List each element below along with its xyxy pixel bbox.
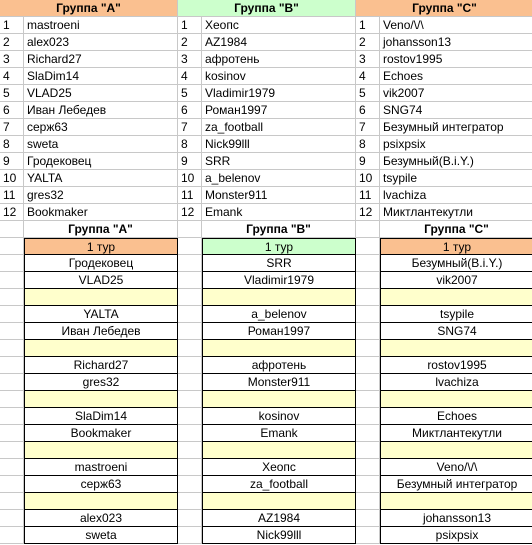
blank-cell[interactable] (356, 289, 380, 306)
tour-label-a[interactable]: 1 тур (24, 238, 178, 255)
match-player-a[interactable]: mastroeni (24, 459, 178, 476)
top-player-name-a[interactable]: Иван Лебедев (24, 102, 178, 119)
top-row-number[interactable]: 2 (356, 34, 380, 51)
blank-cell[interactable] (178, 476, 202, 493)
empty-separator-row[interactable] (202, 442, 356, 459)
top-row-number[interactable]: 8 (178, 136, 202, 153)
top-player-name-b[interactable]: афротень (202, 51, 356, 68)
top-row-number[interactable]: 9 (0, 153, 24, 170)
blank-cell[interactable] (356, 272, 380, 289)
top-row-number[interactable]: 10 (0, 170, 24, 187)
top-row-number[interactable]: 5 (356, 85, 380, 102)
blank-cell[interactable] (0, 408, 24, 425)
match-player-b[interactable]: kosinov (202, 408, 356, 425)
top-row-number[interactable]: 1 (178, 17, 202, 34)
blank-cell[interactable] (356, 510, 380, 527)
match-player-c[interactable]: rostov1995 (380, 357, 532, 374)
top-row-number[interactable]: 2 (0, 34, 24, 51)
top-row-number[interactable]: 7 (0, 119, 24, 136)
top-row-number[interactable]: 4 (178, 68, 202, 85)
top-row-number[interactable]: 4 (356, 68, 380, 85)
blank-cell[interactable] (356, 459, 380, 476)
match-player-c[interactable]: Echoes (380, 408, 532, 425)
blank-cell[interactable] (356, 255, 380, 272)
top-player-name-c[interactable]: Veno/\/\ (380, 17, 532, 34)
blank-cell[interactable] (178, 510, 202, 527)
top-player-name-a[interactable]: YALTA (24, 170, 178, 187)
blank-cell[interactable] (178, 323, 202, 340)
top-player-name-b[interactable]: Monster911 (202, 187, 356, 204)
blank-cell[interactable] (356, 408, 380, 425)
top-player-name-b[interactable]: kosinov (202, 68, 356, 85)
top-player-name-c[interactable]: vik2007 (380, 85, 532, 102)
top-row-number[interactable]: 11 (356, 187, 380, 204)
empty-separator-row[interactable] (380, 442, 532, 459)
blank-cell[interactable] (356, 340, 380, 357)
empty-separator-row[interactable] (380, 340, 532, 357)
top-player-name-b[interactable]: Роман1997 (202, 102, 356, 119)
top-group-header-b[interactable]: Группа "В" (178, 0, 356, 17)
blank-cell[interactable] (178, 374, 202, 391)
blank-cell[interactable] (178, 340, 202, 357)
top-player-name-a[interactable]: Richard27 (24, 51, 178, 68)
match-player-b[interactable]: Monster911 (202, 374, 356, 391)
match-player-a[interactable]: VLAD25 (24, 272, 178, 289)
match-player-a[interactable]: Иван Лебедев (24, 323, 178, 340)
top-row-number[interactable]: 3 (356, 51, 380, 68)
blank-cell[interactable] (356, 306, 380, 323)
top-player-name-c[interactable]: Echoes (380, 68, 532, 85)
top-row-number[interactable]: 12 (0, 204, 24, 221)
empty-separator-row[interactable] (380, 493, 532, 510)
blank-cell[interactable] (356, 442, 380, 459)
top-player-name-c[interactable]: rostov1995 (380, 51, 532, 68)
match-player-c[interactable]: Безумный(B.i.Y.) (380, 255, 532, 272)
blank-cell[interactable] (356, 391, 380, 408)
blank-cell[interactable] (0, 238, 24, 255)
top-row-number[interactable]: 11 (0, 187, 24, 204)
top-row-number[interactable]: 4 (0, 68, 24, 85)
blank-cell[interactable] (178, 272, 202, 289)
top-player-name-c[interactable]: tsypile (380, 170, 532, 187)
match-player-c[interactable]: vik2007 (380, 272, 532, 289)
match-player-b[interactable]: Nick99lll (202, 527, 356, 544)
blank-cell[interactable] (178, 306, 202, 323)
blank-cell[interactable] (0, 340, 24, 357)
match-player-a[interactable]: YALTA (24, 306, 178, 323)
top-row-number[interactable]: 5 (0, 85, 24, 102)
bottom-group-header-b[interactable]: Группа "В" (202, 221, 356, 238)
top-player-name-b[interactable]: Emank (202, 204, 356, 221)
match-player-b[interactable]: a_belenov (202, 306, 356, 323)
blank-cell[interactable] (0, 272, 24, 289)
blank-cell[interactable] (178, 459, 202, 476)
blank-cell[interactable] (0, 476, 24, 493)
blank-cell[interactable] (0, 527, 24, 544)
top-row-number[interactable]: 9 (178, 153, 202, 170)
top-row-number[interactable]: 12 (356, 204, 380, 221)
match-player-b[interactable]: Роман1997 (202, 323, 356, 340)
blank-cell[interactable] (178, 408, 202, 425)
top-row-number[interactable]: 6 (0, 102, 24, 119)
top-row-number[interactable]: 1 (356, 17, 380, 34)
blank-cell[interactable] (356, 374, 380, 391)
top-player-name-b[interactable]: SRR (202, 153, 356, 170)
blank-cell[interactable] (0, 493, 24, 510)
top-row-number[interactable]: 12 (178, 204, 202, 221)
bottom-group-header-a[interactable]: Группа "А" (24, 221, 178, 238)
match-player-b[interactable]: SRR (202, 255, 356, 272)
blank-cell[interactable] (356, 493, 380, 510)
top-player-name-c[interactable]: Безумный интегратор (380, 119, 532, 136)
blank-cell[interactable] (0, 442, 24, 459)
blank-cell[interactable] (0, 323, 24, 340)
blank-cell[interactable] (178, 255, 202, 272)
empty-separator-row[interactable] (202, 391, 356, 408)
blank-cell[interactable] (0, 255, 24, 272)
match-player-c[interactable]: psixpsix (380, 527, 532, 544)
match-player-a[interactable]: Richard27 (24, 357, 178, 374)
blank-cell[interactable] (0, 510, 24, 527)
top-row-number[interactable]: 5 (178, 85, 202, 102)
blank-cell[interactable] (356, 323, 380, 340)
top-row-number[interactable]: 8 (356, 136, 380, 153)
empty-separator-row[interactable] (380, 391, 532, 408)
blank-cell[interactable] (178, 493, 202, 510)
empty-separator-row[interactable] (24, 391, 178, 408)
blank-cell[interactable] (0, 391, 24, 408)
blank-cell[interactable] (0, 306, 24, 323)
match-player-c[interactable]: SNG74 (380, 323, 532, 340)
blank-cell[interactable] (178, 425, 202, 442)
blank-cell[interactable] (178, 442, 202, 459)
blank-cell[interactable] (356, 476, 380, 493)
top-row-number[interactable]: 10 (178, 170, 202, 187)
top-player-name-c[interactable]: lvachiza (380, 187, 532, 204)
top-player-name-b[interactable]: Vladimir1979 (202, 85, 356, 102)
top-row-number[interactable]: 8 (0, 136, 24, 153)
top-player-name-a[interactable]: VLAD25 (24, 85, 178, 102)
top-row-number[interactable]: 3 (0, 51, 24, 68)
empty-separator-row[interactable] (24, 289, 178, 306)
blank-cell[interactable] (356, 221, 380, 238)
top-player-name-b[interactable]: a_belenov (202, 170, 356, 187)
top-row-number[interactable]: 7 (178, 119, 202, 136)
blank-cell[interactable] (356, 238, 380, 255)
top-player-name-b[interactable]: Хеопс (202, 17, 356, 34)
empty-separator-row[interactable] (202, 340, 356, 357)
top-row-number[interactable]: 9 (356, 153, 380, 170)
match-player-a[interactable]: SlaDim14 (24, 408, 178, 425)
empty-separator-row[interactable] (202, 289, 356, 306)
tour-label-b[interactable]: 1 тур (202, 238, 356, 255)
blank-cell[interactable] (0, 459, 24, 476)
blank-cell[interactable] (0, 425, 24, 442)
top-player-name-a[interactable]: alex023 (24, 34, 178, 51)
blank-cell[interactable] (0, 357, 24, 374)
top-player-name-c[interactable]: SNG74 (380, 102, 532, 119)
match-player-a[interactable]: gres32 (24, 374, 178, 391)
top-player-name-c[interactable]: Миктлантекутли (380, 204, 532, 221)
empty-separator-row[interactable] (24, 340, 178, 357)
empty-separator-row[interactable] (24, 493, 178, 510)
match-player-b[interactable]: AZ1984 (202, 510, 356, 527)
top-row-number[interactable]: 11 (178, 187, 202, 204)
empty-separator-row[interactable] (202, 493, 356, 510)
empty-separator-row[interactable] (24, 442, 178, 459)
top-player-name-b[interactable]: AZ1984 (202, 34, 356, 51)
top-row-number[interactable]: 2 (178, 34, 202, 51)
top-row-number[interactable]: 1 (0, 17, 24, 34)
top-row-number[interactable]: 6 (356, 102, 380, 119)
top-player-name-a[interactable]: gres32 (24, 187, 178, 204)
top-group-header-a[interactable]: Группа "А" (0, 0, 178, 17)
match-player-a[interactable]: Гродековец (24, 255, 178, 272)
blank-cell[interactable] (356, 527, 380, 544)
top-row-number[interactable]: 10 (356, 170, 380, 187)
blank-cell[interactable] (0, 289, 24, 306)
blank-cell[interactable] (178, 221, 202, 238)
match-player-c[interactable]: lvachiza (380, 374, 532, 391)
tour-label-c[interactable]: 1 тур (380, 238, 532, 255)
match-player-a[interactable]: Bookmaker (24, 425, 178, 442)
top-player-name-c[interactable]: Безумный(B.i.Y.) (380, 153, 532, 170)
blank-cell[interactable] (178, 527, 202, 544)
match-player-a[interactable]: sweta (24, 527, 178, 544)
match-player-c[interactable]: johansson13 (380, 510, 532, 527)
blank-cell[interactable] (178, 289, 202, 306)
match-player-a[interactable]: alex023 (24, 510, 178, 527)
bottom-group-header-c[interactable]: Группа "С" (380, 221, 532, 238)
top-player-name-a[interactable]: sweta (24, 136, 178, 153)
top-player-name-b[interactable]: Nick99lll (202, 136, 356, 153)
blank-cell[interactable] (178, 391, 202, 408)
match-player-c[interactable]: Миктлантекутли (380, 425, 532, 442)
match-player-b[interactable]: Emank (202, 425, 356, 442)
match-player-b[interactable]: za_football (202, 476, 356, 493)
empty-separator-row[interactable] (380, 289, 532, 306)
blank-cell[interactable] (0, 374, 24, 391)
match-player-b[interactable]: афротень (202, 357, 356, 374)
match-player-b[interactable]: Vladimir1979 (202, 272, 356, 289)
match-player-c[interactable]: Безумный интегратор (380, 476, 532, 493)
top-player-name-c[interactable]: johansson13 (380, 34, 532, 51)
match-player-c[interactable]: Veno/\/\ (380, 459, 532, 476)
blank-cell[interactable] (178, 357, 202, 374)
top-group-header-c[interactable]: Группа "С" (356, 0, 532, 17)
top-player-name-b[interactable]: za_football (202, 119, 356, 136)
blank-cell[interactable] (356, 425, 380, 442)
top-row-number[interactable]: 6 (178, 102, 202, 119)
match-player-a[interactable]: серж63 (24, 476, 178, 493)
top-player-name-a[interactable]: mastroeni (24, 17, 178, 34)
top-player-name-a[interactable]: SlaDim14 (24, 68, 178, 85)
top-row-number[interactable]: 3 (178, 51, 202, 68)
top-row-number[interactable]: 7 (356, 119, 380, 136)
blank-cell[interactable] (178, 238, 202, 255)
match-player-c[interactable]: tsypile (380, 306, 532, 323)
top-player-name-c[interactable]: psixpsix (380, 136, 532, 153)
top-player-name-a[interactable]: серж63 (24, 119, 178, 136)
match-player-b[interactable]: Хеопс (202, 459, 356, 476)
blank-cell[interactable] (0, 221, 24, 238)
top-player-name-a[interactable]: Гродековец (24, 153, 178, 170)
blank-cell[interactable] (356, 357, 380, 374)
top-player-name-a[interactable]: Bookmaker (24, 204, 178, 221)
